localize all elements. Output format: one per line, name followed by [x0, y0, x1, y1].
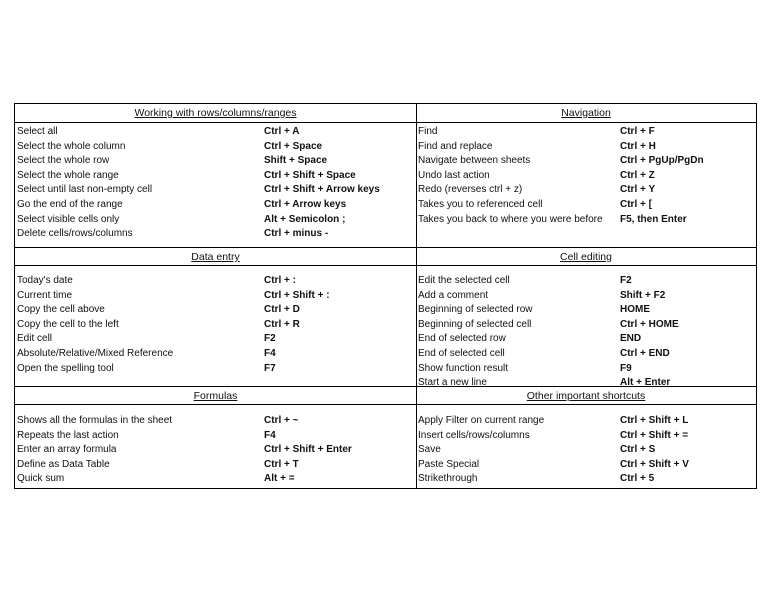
shortcut-action: Edit cell: [17, 333, 53, 345]
shortcut-keys: Ctrl + Space: [264, 140, 323, 152]
shortcut-row: [15, 183, 416, 198]
shortcut-keys: Ctrl + A: [264, 126, 300, 137]
shortcut-row: [15, 140, 416, 155]
shortcut-row: [15, 318, 416, 333]
shortcut-row: [416, 140, 756, 155]
shortcut-keys: Shift + F2: [620, 289, 666, 301]
shortcut-row: [15, 125, 416, 140]
shortcut-keys: Ctrl + H: [620, 140, 656, 152]
shortcut-action: Select until last non-empty cell: [17, 184, 153, 196]
shortcut-action: Paste Special: [418, 458, 480, 470]
shortcut-keys: END: [620, 333, 642, 345]
shortcut-row: [15, 227, 416, 242]
shortcut-keys: Alt + =: [264, 473, 295, 485]
shortcut-action: Strikethrough: [418, 473, 478, 485]
shortcut-keys: F2: [620, 275, 632, 286]
shortcut-action: Current time: [17, 289, 73, 301]
shortcut-action: Find and replace: [418, 140, 493, 152]
shortcut-keys: Ctrl + T: [264, 458, 299, 470]
shortcut-action: End of selected cell: [418, 347, 505, 359]
shortcut-keys: Ctrl + minus -: [264, 228, 329, 240]
shortcut-action: Undo last action: [418, 169, 490, 181]
shortcut-keys: Alt + Enter: [620, 377, 671, 389]
right-column: [416, 104, 756, 488]
shortcut-action: Apply Filter on current range: [418, 415, 545, 426]
shortcut-action: Delete cells/rows/columns: [17, 228, 133, 240]
left-column: [15, 104, 417, 488]
shortcut-keys: Ctrl + Arrow keys: [264, 198, 347, 210]
section-header-other-shortcuts: Other important shortcuts: [416, 386, 756, 405]
section-rows-ranges: [15, 125, 416, 242]
shortcut-keys: F2: [264, 333, 276, 345]
shortcut-action: Today's date: [17, 275, 73, 286]
shortcut-action: Redo (reverses ctrl + z): [418, 184, 523, 196]
shortcut-keys: HOME: [620, 304, 650, 316]
shortcut-row: [416, 362, 756, 377]
section-header-formulas: Formulas: [15, 386, 416, 405]
section-navigation: [416, 125, 756, 227]
shortcut-row: [416, 332, 756, 347]
shortcut-row: [15, 347, 416, 362]
shortcut-row: [15, 213, 416, 228]
shortcut-keys: Ctrl + Shift + Space: [264, 169, 356, 181]
shortcut-keys: F4: [264, 429, 276, 441]
shortcut-action: Copy the cell above: [17, 304, 105, 316]
shortcut-action: Absolute/Relative/Mixed Reference: [17, 347, 174, 359]
shortcut-action: Copy the cell to the left: [17, 318, 119, 330]
shortcut-keys: Ctrl + :: [264, 275, 296, 286]
shortcut-keys: F7: [264, 362, 276, 374]
shortcut-row: [416, 303, 756, 318]
shortcut-keys: Ctrl + Z: [620, 169, 655, 181]
section-header-rows-ranges: Working with rows/columns/ranges: [15, 104, 416, 123]
shortcut-action: Shows all the formulas in the sheet: [17, 415, 173, 426]
shortcut-row: [15, 198, 416, 213]
section-cell-editing: [416, 274, 756, 391]
shortcut-keys: Ctrl + Shift + =: [620, 429, 689, 441]
shortcut-keys: Ctrl + Shift + V: [620, 458, 689, 470]
shortcut-action: Beginning of selected row: [418, 304, 533, 316]
shortcut-row: [15, 429, 416, 444]
shortcut-action: Find: [418, 126, 438, 137]
shortcut-action: Enter an array formula: [17, 444, 117, 456]
section-header-cell-editing: Cell editing: [416, 247, 756, 266]
shortcut-row: [15, 169, 416, 184]
shortcut-action: Save: [418, 444, 441, 456]
shortcut-keys: Ctrl + Shift + Arrow keys: [264, 184, 380, 196]
shortcut-keys: Ctrl + Y: [620, 184, 656, 196]
shortcuts-table: [14, 103, 757, 489]
shortcut-action: Select all: [17, 126, 58, 137]
shortcut-row: [15, 472, 416, 487]
shortcut-row: [416, 443, 756, 458]
shortcut-keys: Ctrl + Shift + L: [620, 415, 689, 426]
shortcut-row: [416, 289, 756, 304]
shortcut-keys: Alt + Semicolon ;: [264, 213, 346, 225]
shortcut-action: Show function result: [418, 362, 509, 374]
shortcut-row: [15, 362, 416, 377]
shortcut-keys: Ctrl + ~: [264, 415, 299, 426]
shortcut-keys: F5, then Enter: [620, 213, 687, 225]
shortcut-row: [15, 289, 416, 304]
shortcut-action: Edit the selected cell: [418, 275, 510, 286]
shortcut-keys: Ctrl + [: [620, 198, 652, 210]
shortcut-keys: Ctrl + S: [620, 444, 656, 456]
section-other-shortcuts: [416, 414, 756, 487]
shortcut-row: [416, 183, 756, 198]
section-formulas: [15, 414, 416, 487]
shortcut-row: [416, 414, 756, 429]
shortcut-row: [416, 429, 756, 444]
shortcut-keys: Ctrl + 5: [620, 473, 655, 485]
shortcut-action: End of selected row: [418, 333, 506, 345]
shortcut-keys: Ctrl + D: [264, 304, 300, 316]
shortcut-keys: F9: [620, 362, 632, 374]
shortcut-keys: Ctrl + F: [620, 126, 655, 137]
shortcut-action: Insert cells/rows/columns: [418, 429, 530, 441]
shortcut-row: [15, 443, 416, 458]
shortcut-row: [416, 347, 756, 362]
shortcut-row: [15, 332, 416, 347]
shortcut-keys: Ctrl + Shift + Enter: [264, 444, 352, 456]
shortcut-action: Takes you to referenced cell: [418, 198, 543, 210]
shortcut-row: [416, 169, 756, 184]
shortcut-action: Go the end of the range: [17, 198, 123, 210]
shortcut-row: [15, 414, 416, 429]
shortcut-action: Navigate between sheets: [418, 155, 531, 167]
shortcut-action: Add a comment: [418, 289, 489, 301]
shortcut-keys: Ctrl + END: [620, 347, 670, 359]
section-data-entry: [15, 274, 416, 376]
shortcut-action: Repeats the last action: [17, 429, 119, 441]
shortcut-action: Select the whole column: [17, 140, 126, 152]
section-header-data-entry: Data entry: [15, 247, 416, 266]
shortcut-keys: Ctrl + PgUp/PgDn: [620, 155, 704, 167]
shortcut-keys: Ctrl + Shift + :: [264, 289, 330, 301]
shortcut-keys: Shift + Space: [264, 155, 328, 167]
shortcut-row: [416, 318, 756, 333]
shortcut-row: [15, 303, 416, 318]
shortcut-row: [15, 458, 416, 473]
shortcut-row: [416, 458, 756, 473]
shortcut-keys: F4: [264, 347, 276, 359]
section-header-navigation: Navigation: [416, 104, 756, 123]
shortcut-keys: Ctrl + HOME: [620, 318, 679, 330]
shortcut-row: [416, 472, 756, 487]
shortcut-row: [416, 125, 756, 140]
shortcut-action: Select the whole row: [17, 155, 110, 167]
shortcut-keys: Ctrl + R: [264, 318, 300, 330]
shortcut-action: Select the whole range: [17, 169, 119, 181]
shortcut-row: [416, 198, 756, 213]
shortcut-action: Start a new line: [418, 377, 487, 389]
shortcut-row: [416, 154, 756, 169]
shortcut-action: Open the spelling tool: [17, 362, 114, 374]
shortcut-action: Takes you back to where you were before: [418, 213, 603, 225]
shortcut-row: [416, 213, 756, 228]
shortcut-action: Select visible cells only: [17, 213, 120, 225]
shortcut-action: Define as Data Table: [17, 458, 110, 470]
shortcut-row: [15, 274, 416, 289]
shortcut-action: Beginning of selected cell: [418, 318, 532, 330]
shortcut-row: [15, 154, 416, 169]
shortcut-row: [416, 274, 756, 289]
shortcut-action: Quick sum: [17, 473, 65, 485]
